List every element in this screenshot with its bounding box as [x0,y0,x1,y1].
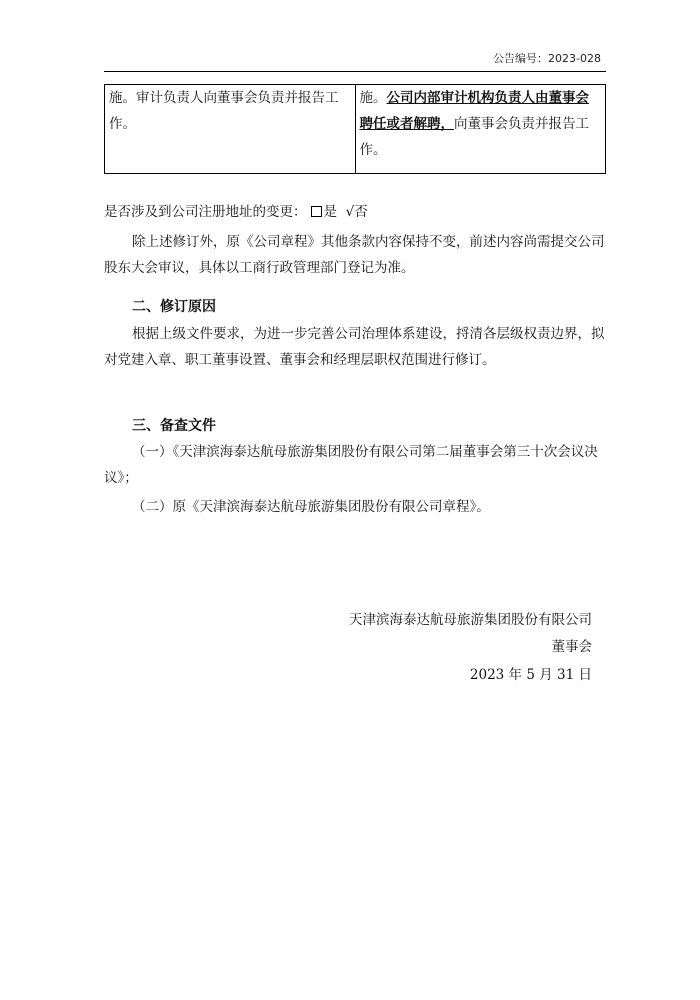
revised-clause-emphasis: 公司内部审计机构负责人由董事会聘任或者解聘， [359,90,589,132]
section-heading-documents: 三、备查文件 [132,418,216,434]
checkbox-empty-icon [311,206,322,217]
registered-address-label: 是否涉及到公司注册地址的变更： [104,204,307,220]
signature-date: 2023 年 5 月 31 日 [469,667,592,683]
section-reason-text: 根据上级文件要求，为进一步完善公司治理体系建设，捋清各层级权责边界，拟对党建入章、职工董事设置、董事会和经理层职权范围进行修订。 [104,326,605,368]
section-heading-reason: 二、修订原因 [132,299,216,315]
option-no-label: √否 [345,204,368,220]
announcement-number: 公告编号：2023-028 [493,52,601,65]
signature-board: 董事会 [551,639,592,655]
original-clause-cell [105,85,356,174]
revised-clause-prefix: 施。 [359,90,387,106]
table-row [105,85,606,174]
revised-clause-suffix: 向董事会负责并报告工作。 [359,116,589,158]
registered-address-question [104,199,612,225]
original-clause-text: 施。审计负责人向董事会负责并报告工作。 [109,90,339,132]
amendment-comparison-table [104,84,606,174]
document-item-1: （一）《天津滨海泰达航母旅游集团股份有限公司第二届董事会第三十次会议决议》； [104,444,598,486]
revised-clause-cell [355,85,606,174]
signature-company: 天津滨海泰达航母旅游集团股份有限公司 [349,612,592,628]
document-item-2: （二）原《天津滨海泰达航母旅游集团股份有限公司章程》。 [132,499,490,515]
body-paragraph: 除上述修订外，原《公司章程》其他条款内容保持不变，前述内容尚需提交公司股东大会审议，具体以工商行政管理部门登记为准。 [104,234,605,276]
option-yes-label: 是 [323,204,337,220]
header-divider [104,71,606,72]
